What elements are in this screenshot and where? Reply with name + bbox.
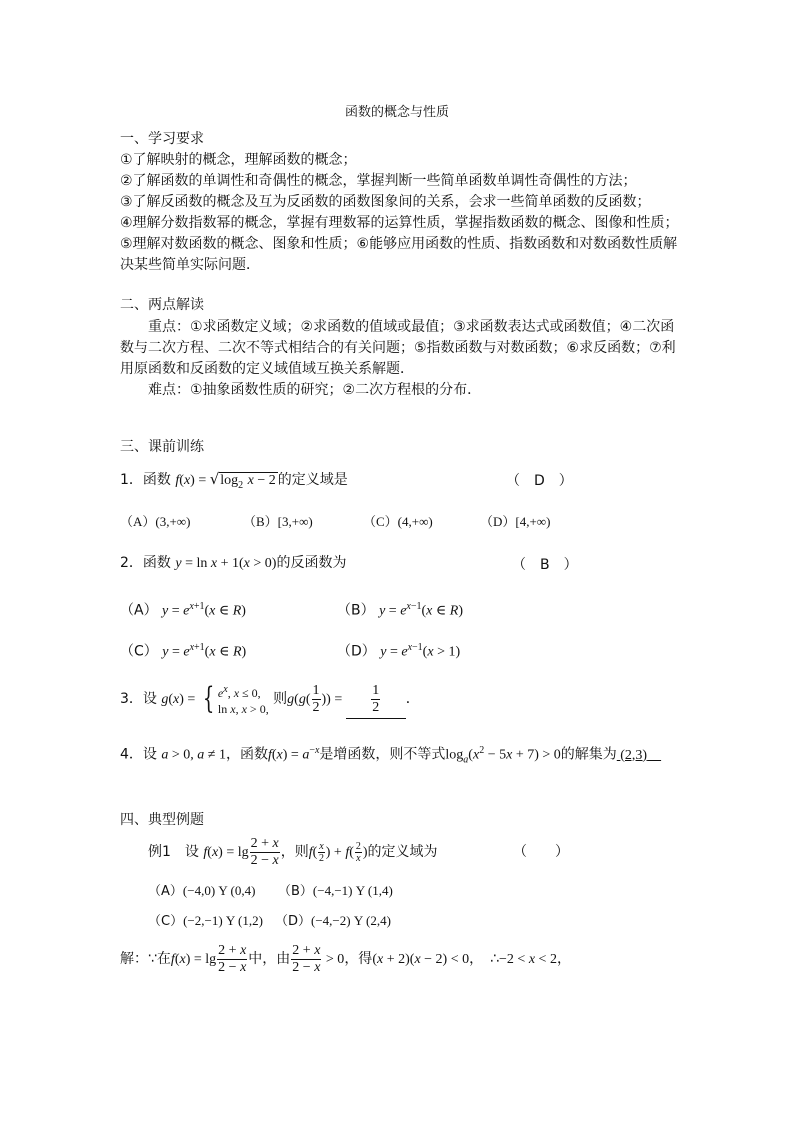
solution-line: 解：∵在f(x) = lg $\frac{2 + x}{2 - x}$ 中，由 $\frac{2 + x}{2 - x}$ > 0，得(x + 2)(x − 2) < 0， ∴−2 < x < 2，	[120, 943, 571, 975]
option-b: （B）[3,+∞)	[243, 514, 313, 529]
option-d: （D）(−4,−2) Y (2,4)	[275, 913, 391, 929]
requirement-item: 决某些简单实际问题．	[120, 257, 260, 273]
requirement-item: ③了解反函数的概念及互为反函数的函数图象间的关系，会求一些简单函数的反函数；	[120, 194, 651, 210]
answer-paren: （ ）	[513, 844, 569, 860]
example-1: 例1 设 f(x) = lg $\frac{2 + x}{2 - x}$ ，则f( $\frac{x}{2}$ ) + f( $\frac{2}{x}$ )的定义域为	[148, 836, 438, 868]
requirement-item: ④理解分数指数幂的概念，掌握有理数幂的运算性质，掌握指数函数的概念、图像和性质；	[120, 215, 679, 231]
question-number: 3．	[120, 691, 143, 707]
question-4: 4．设 a > 0, a ≠ 1，函数$f(x) = a^{-x}$是增函数，则不等式$\log_a(x^2 - 5x + 7) > 0$的解集为 (2,3)	[120, 742, 687, 769]
answer-blank: (2,3)	[620, 747, 648, 763]
option-b: （B） $y = e^{x-1}(x$ ∈ R)	[337, 601, 463, 619]
difficult-points-line: 难点：①抽象函数性质的研究；②二次方程根的分布．	[148, 382, 482, 398]
option-c: （C）(4,+∞)	[363, 514, 433, 529]
key-points-line: 重点：①求函数定义域；②求函数的值域或最值；③求函数表达式或函数值；④二次函	[148, 319, 675, 335]
question-3: 3．设 g(x) = { $e^x$, x ≤ 0, ln x, x > 0, 则g(g( $\frac{1}{2}$ )) = $\frac{1}{2}$ ．	[120, 680, 420, 719]
option-d: （D）[4,+∞)	[480, 514, 551, 529]
page-title: 函数的概念与性质	[344, 105, 449, 120]
question-number: 1．	[120, 472, 143, 488]
answer-choice: （ B ）	[512, 557, 578, 573]
option-a: （A） $y = e^{x+1}(x$ ∈ R)	[120, 601, 246, 619]
section-2-heading: 二、两点解读	[120, 297, 204, 313]
option-a: （A）(−4,0) Y (0,4)	[148, 883, 256, 899]
requirement-item: ⑤理解对数函数的概念、图象和性质；⑥能够应用函数的性质、指数函数和对数函数性质解	[120, 236, 678, 252]
option-b: （B）(−4,−1) Y (1,4)	[278, 883, 393, 899]
option-c: （C）(−2,−1) Y (1,2)	[148, 913, 263, 929]
question-number: 4．	[120, 746, 143, 763]
option-c: （C） $y = e^{x+1}(x$ ∈ R)	[120, 642, 247, 660]
answer-blank: $\frac{1}{2}$	[346, 680, 406, 719]
option-a: （A）(3,+∞)	[120, 514, 191, 529]
question-number: 2．	[120, 555, 143, 571]
key-points-line: 用原函数和反函数的定义域值域互换关系解题．	[120, 361, 414, 377]
question-2: 2．函数 y = ln x + 1(x > 0)的反函数为	[120, 555, 347, 571]
section-4-heading: 四、典型例题	[120, 812, 204, 828]
requirement-item: ②了解函数的单调性和奇偶性的概念，掌握判断一些简单函数单调性奇偶性的方法；	[120, 173, 637, 189]
answer-choice: （ D ）	[506, 473, 573, 489]
section-3-heading: 三、课前训练	[120, 439, 204, 455]
section-1-heading: 一、学习要求	[120, 131, 204, 147]
question-1: 1．函数 $f(x) = √\log_2$ x − 2 的定义域是	[120, 470, 348, 491]
requirement-item: ①了解映射的概念，理解函数的概念；	[120, 152, 357, 168]
option-d: （D） $y = e^{x-1}(x > 1)$	[337, 642, 461, 660]
key-points-line: 数与二次方程、二次不等式相结合的有关问题；⑤指数函数与对数函数；⑥求反函数；⑦利	[120, 340, 676, 356]
